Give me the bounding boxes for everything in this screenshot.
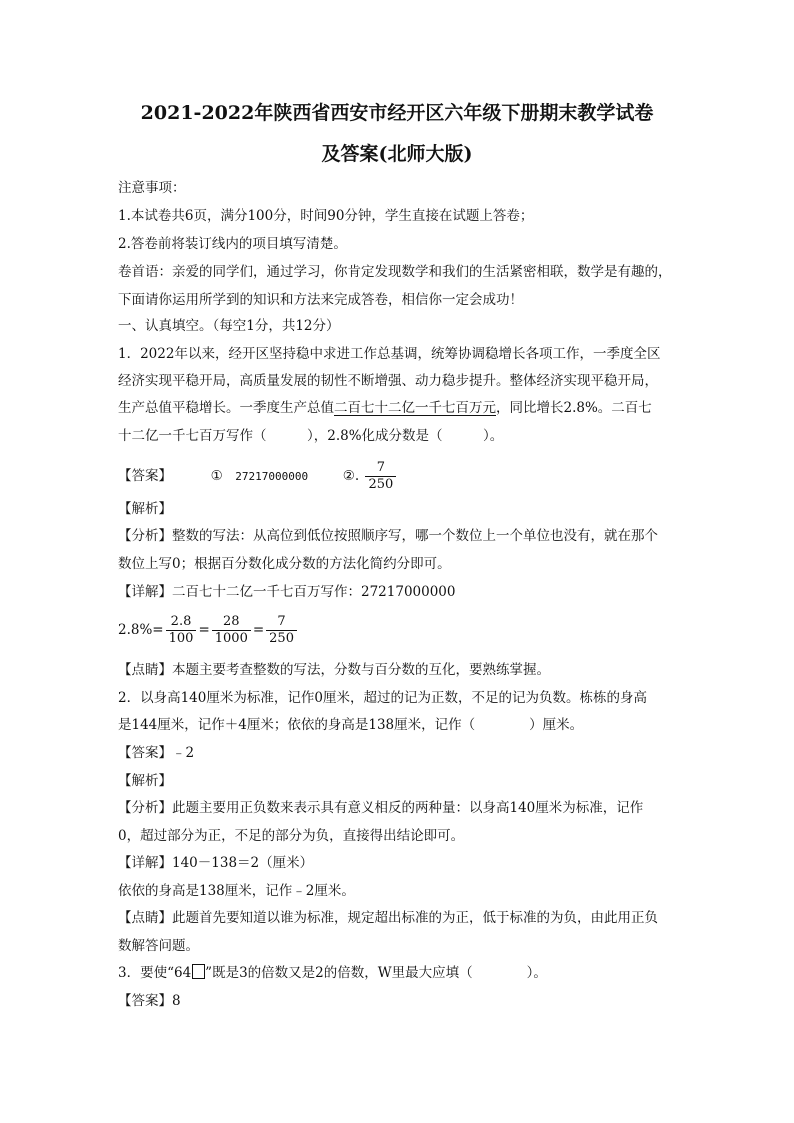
fraction-numerator: 7 bbox=[277, 614, 286, 629]
q3-text-start: 3．要使“64 bbox=[118, 965, 192, 981]
notes-item-1: 1.本试卷共6页，满分100分，时间90分钟，学生直接在试题上答卷； bbox=[118, 208, 534, 224]
q2-detail-line-1 bbox=[118, 852, 313, 874]
q3-text-end: ”既是3的倍数又是2的倍数，W里最大应填（ ）。 bbox=[205, 965, 547, 981]
q1-line-3 bbox=[118, 397, 652, 419]
q1-answer bbox=[118, 460, 398, 493]
fraction-denominator: 250 bbox=[365, 476, 396, 493]
equals-sign: = bbox=[198, 622, 210, 638]
notes-item-2: 2.答卷前将装订线内的项目填写清楚。 bbox=[118, 236, 347, 252]
fenxi-label: 【分析】 bbox=[118, 528, 172, 544]
answer-label: 【答案】 bbox=[118, 745, 172, 761]
fraction-denominator: 250 bbox=[266, 630, 297, 647]
q1-fenxi-line-1 bbox=[118, 525, 658, 547]
answer-value: 8 bbox=[172, 993, 181, 1009]
fraction-numerator: 28 bbox=[223, 614, 240, 629]
fenxi-text: 此题主要用正负数来表示具有意义相反的两种量：以身高140厘米为标准，记作 bbox=[172, 800, 644, 816]
q1-line-3-end: ，同比增长2.8%。二百七 bbox=[496, 400, 652, 416]
detail-text: 140－138＝2（厘米） bbox=[172, 855, 314, 871]
answer-2-mark: ②. bbox=[342, 468, 360, 484]
answer-2-fraction bbox=[365, 460, 396, 493]
equation-fraction-1 bbox=[166, 614, 197, 647]
preface-line-1: 卷首语：亲爱的同学们，通过学习，你肯定发现数学和我们的生活紧密相联，数学是有趣的， bbox=[118, 264, 672, 280]
q1-line-1: 1．2022年以来，经开区坚持稳中求进工作总基调，统筹协调稳增长各项工作，一季度全区 bbox=[118, 346, 661, 362]
equation-fraction-3 bbox=[266, 614, 297, 647]
notes-heading: 注意事项： bbox=[118, 180, 186, 196]
equation-fraction-2 bbox=[212, 614, 251, 647]
fenxi-text: 整数的写法：从高位到低位按照顺序写，哪一个数位上一个单位也没有，就在那个 bbox=[172, 528, 658, 544]
q1-underlined-value: 二百七十二亿一千七百万元 bbox=[334, 400, 496, 416]
q2-comment-line-2: 数解答问题。 bbox=[118, 938, 199, 954]
blank-square-icon bbox=[192, 964, 205, 979]
equation-lhs: 2.8%= bbox=[118, 622, 164, 638]
fenxi-label: 【分析】 bbox=[118, 800, 172, 816]
q1-detail-line-1 bbox=[118, 581, 455, 603]
detail-label: 【详解】 bbox=[118, 855, 172, 871]
q2-answer bbox=[118, 742, 194, 764]
q2-detail-line-2: 依依的身高是138厘米，记作﹣2厘米。 bbox=[118, 883, 355, 899]
comment-label: 【点睛】 bbox=[118, 910, 172, 926]
q2-line-2: 是144厘米，记作＋4厘米；依依的身高是138厘米，记作（ ）厘米。 bbox=[118, 717, 584, 733]
detail-text: 二百七十二亿一千七百万写作：27217000000 bbox=[172, 584, 456, 600]
q2-fenxi-line-1 bbox=[118, 797, 643, 819]
comment-text: 本题主要考查整数的写法，分数与百分数的互化，要熟练掌握。 bbox=[172, 662, 550, 678]
answer-label: 【答案】 bbox=[118, 993, 172, 1009]
fraction-denominator: 100 bbox=[166, 630, 197, 647]
answer-label: 【答案】 bbox=[118, 468, 172, 484]
q3-answer bbox=[118, 990, 181, 1012]
detail-label: 【详解】 bbox=[118, 584, 172, 600]
answer-1-mark: ① bbox=[210, 468, 223, 484]
fraction-numerator: 2.8 bbox=[170, 614, 192, 629]
document-title-line2: 及答案(北师大版) bbox=[321, 143, 473, 165]
document-title-line1: 2021-2022年陕西省西安市经开区六年级下册期末教学试卷 bbox=[140, 102, 654, 124]
section-heading: 一、认真填空。（每空1分，共12分） bbox=[118, 318, 340, 334]
q1-line-2: 经济实现平稳开局，高质量发展的韧性不断增强、动力稳步提升。整体经济实现平稳开局， bbox=[118, 373, 658, 389]
comment-label: 【点睛】 bbox=[118, 662, 172, 678]
preface-line-2: 下面请你运用所学到的知识和方法来完成答卷，相信你一定会成功！ bbox=[118, 292, 523, 308]
q2-comment-line-1 bbox=[118, 907, 658, 929]
comment-text: 此题首先要知道以谁为标准，规定超出标准的为正，低于标准的为负，由此用正负 bbox=[172, 910, 658, 926]
q2-line-1: 2．以身高140厘米为标准，记作0厘米，超过的记为正数，不足的记为负数。栋栋的身高 bbox=[118, 690, 647, 706]
q1-line-3-start: 生产总值平稳增长。一季度生产总值 bbox=[118, 400, 334, 416]
q1-equation bbox=[118, 612, 299, 648]
q1-analysis-label: 【解析】 bbox=[118, 501, 172, 517]
q2-fenxi-line-2: 0，超过部分为正，不足的部分为负，直接得出结论即可。 bbox=[118, 828, 465, 844]
answer-value: ﹣2 bbox=[172, 745, 195, 761]
fraction-denominator: 1000 bbox=[212, 630, 251, 647]
q2-analysis-label: 【解析】 bbox=[118, 773, 172, 789]
q1-comment bbox=[118, 659, 550, 681]
equals-sign: = bbox=[252, 622, 265, 638]
q1-fenxi-line-2: 数位上写0；根据百分数化成分数的方法化简约分即可。 bbox=[118, 556, 451, 572]
fraction-numerator: 7 bbox=[376, 460, 385, 475]
q3-line-1 bbox=[118, 962, 547, 984]
answer-1-value: 27217000000 bbox=[235, 470, 309, 483]
q1-line-4: 十二亿一千七百万写作（ ），2.8%化成分数是（ ）。 bbox=[118, 428, 504, 444]
